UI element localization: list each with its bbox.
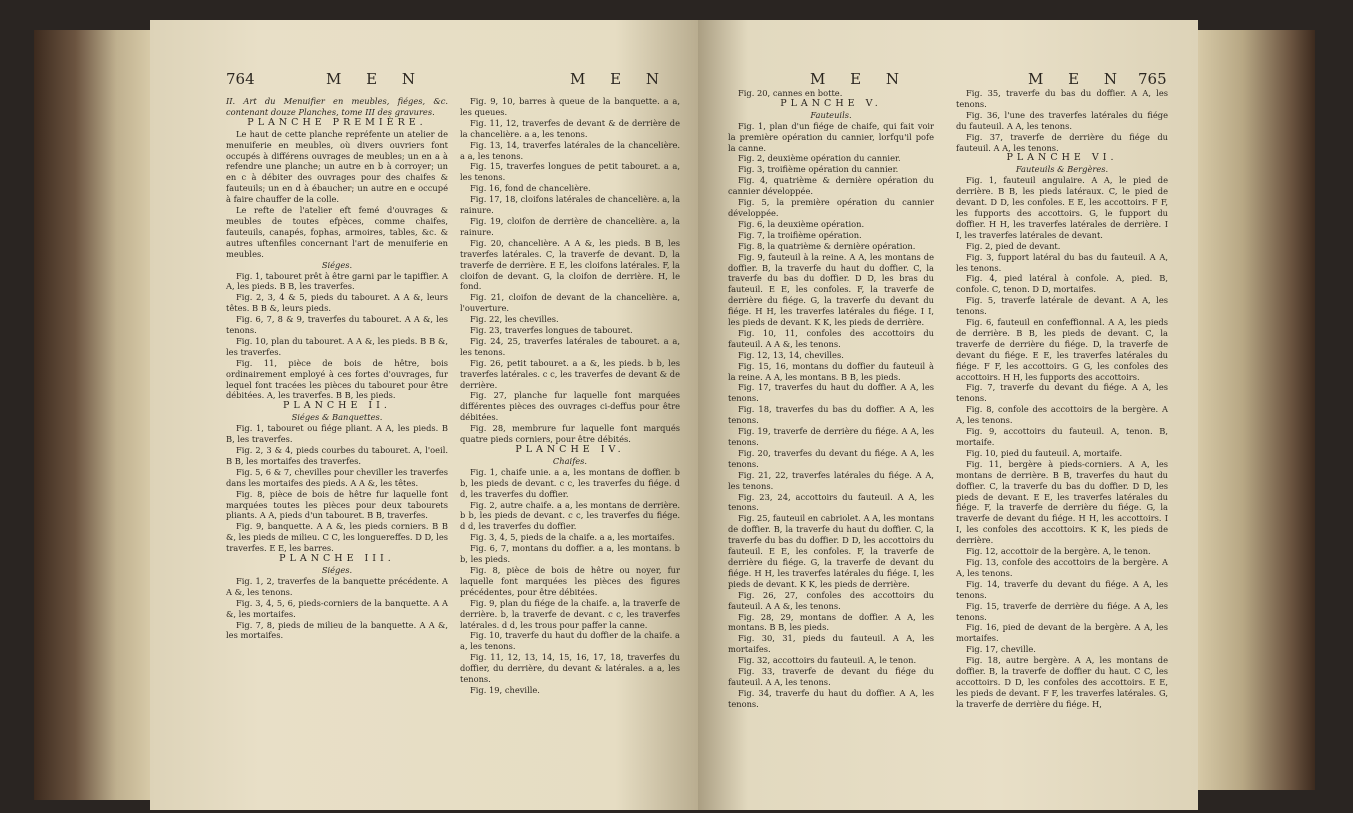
figure-entry: Fig. 12, 13, 14, chevilles. <box>738 349 844 360</box>
left-page-edges <box>34 30 152 800</box>
figure-entry: Fig. 15, 16, montans du doffier du fauteuil à la reine. A A, les montans. B B, les pieds. <box>728 360 934 382</box>
figure-entry: Fig. 1, tabouret ou fiége pliant. A A, les pieds. B B, les traverfes. <box>226 423 448 445</box>
figure-entry: Fig. 4, pied latéral à confole. A, pied. B, confole. C, tenon. D D, mortaifes. <box>956 273 1168 295</box>
figure-entry: Fig. 22, les chevilles. <box>470 314 559 325</box>
figure-entry: Fig. 20, cannes en botte. <box>738 88 843 98</box>
figure-entry: Fig. 6, 7, 8 & 9, traverfes du tabouret. A A &, les tenons. <box>226 314 448 336</box>
figure-entry: Fig. 23, traverfes longues de tabouret. <box>470 325 633 336</box>
figure-entry: Fig. 26, 27, confoles des accottoirs du fauteuil. A A &, les tenons. <box>728 589 934 611</box>
figure-entry: Fig. 19, cheville. <box>470 684 540 695</box>
figure-entry: Fig. 20, chancelière. A A &, les pieds. B B, les traverfes latérales. C, la traverfe de devant. D, la traverfe de derrière. E E, les cloifons latérales. F, la cloifon de devant. G, la cloifon de derrière. H, le fond. <box>460 237 680 292</box>
figure-entry: Fig. 33, traverfe de devant du fiége du fauteuil. A A, les tenons. <box>728 666 934 687</box>
figure-entry: Fig. 2, 3 & 4, pieds courbes du tabouret. A, l'oeil. B B, les mortaifes des traverfes. <box>226 445 448 466</box>
figure-entry: Fig. 35, traverfe du bas du doffier. A A, les tenons. <box>956 88 1168 109</box>
figure-entry: Fig. 28, membrure fur laquelle font marqués quatre pieds corniers, pour être débités. <box>460 423 680 445</box>
figure-entry: Fig. 10, plan du tabouret. A A &, les pieds. B B &, les traverfes. <box>226 335 448 357</box>
figure-entry: Fig. 19, cloifon de derrière de chancelière. a, la rainure. <box>460 215 680 237</box>
figure-entry: Fig. 16, fond de chancelière. <box>470 183 591 194</box>
figure-entry: Fig. 20, traverfes du devant du fiége. A A, les tenons. <box>728 447 934 469</box>
figure-entry: Fig. 5, traverfe latérale de devant. A A, les tenons. <box>956 295 1168 317</box>
figure-entry: Fig. 6, la deuxième opération. <box>738 218 865 229</box>
figure-entry: Fig. 10, traverfe du haut du doffier de la chaife. a a, les tenons. <box>460 630 680 652</box>
plate-5-title: PLANCHE V. <box>780 97 882 109</box>
figure-entry: Fig. 32, accottoirs du fauteuil. A, le tenon. <box>738 655 917 666</box>
page-number-left: 764 <box>226 70 255 88</box>
figure-entry: Fig. 1, tabouret prêt à être garni par le tapiffier. A A, les pieds. B B, les traverfes. <box>226 270 448 292</box>
figure-entry: Fig. 10, pied du fauteuil. A, mortaife. <box>966 447 1123 458</box>
figure-entry: Fig. 17, traverfes du haut du doffier. A A, les tenons. <box>728 382 934 404</box>
figure-entry: Fig. 37, traverfe de derrière du fiége du fauteuil. A A, les tenons. <box>956 131 1168 153</box>
figure-entry: Fig. 17, 18, cloifons latérales de chancelière. a, la rainure. <box>460 194 681 216</box>
figure-entry: Fig. 30, 31, pieds du fauteuil. A A, les mortaifes. <box>728 633 934 655</box>
column-1 <box>226 96 448 641</box>
figure-entry: Fig. 7, la troifième opération. <box>738 229 862 240</box>
plate-2-title: PLANCHE II. <box>283 400 391 412</box>
figure-entry: Fig. 9, fauteuil à la reine. A A, les montans de doffier. B, la traverfe du haut du doffier. C, la traverfe du bas du doffier. D D, les bras du fauteuil. E E, les confoles. F, la traverfe de derrière du fiége. G, la traverfe du devant du fiége. H H, les traverfes latérales du fiége. I I, les pieds de devant. K K, les pieds de derrière. <box>728 251 934 328</box>
figure-entry: Fig. 12, accottoir de la bergère. A, le tenon. <box>966 546 1151 557</box>
paragraph: Le haut de cette planche repréfente un atelier de menuiferie en meubles, où divers ouvriers font occupés à différens ouvrages de meubles; un en a à refendre une planche; un autre en b à corroyer; un en c à débiter des ouvrages pour des chaifes & fauteuils; un en d à ébaucher; un autre en e occupé à faire chauffer de la colle. <box>226 128 448 205</box>
figure-entry: Fig. 25, fauteuil en cabriolet. A A, les montans de doffier. B, la traverfe du haut du doffier. C, la traverfe du bas du doffier. D D, les accottoirs du fauteuil. E E, les confoles. F, la traverfe de derrière du fiége. G, la traverfe de devant du fiége. H H, les traverfes latérales du fiége. I, les pieds de devant. K K, les pieds de derrière. <box>728 513 934 589</box>
figure-entry: Fig. 1, fauteuil angulaire. A A, le pied de derrière. B B, les pieds latéraux. C, le pied de devant. D D, les confoles. E E, les accottoirs. F F, les fupports des accottoirs. G, le fupport du doffier. H H, les traverfes latérales de derrière. I I, les traverfes latérales de devant. <box>956 175 1168 240</box>
intro-text: II. Art du Menuifier en meubles, fiéges, &c. contenant douze Planches, tome III des gravures. <box>226 96 448 117</box>
figure-entry: Fig. 8, confole des accottoirs de la bergère. A A, les tenons. <box>956 404 1168 426</box>
figure-entry: Fig. 9, banquette. A A &, les pieds corniers. B B &, les pieds de milieu. C C, les longuereffes. D D, les traverfes. E E, les barres. <box>226 521 448 554</box>
running-head-right-2: M E N <box>1028 70 1127 88</box>
figure-entry: Fig. 2, deuxième opération du cannier. <box>738 153 901 164</box>
figure-entry: Fig. 11, 12, traverfes de devant & de derrière de la chancelière. a a, les tenons. <box>460 117 680 139</box>
figure-entry: Fig. 24, 25, traverfes latérales de tabouret. a a, les tenons. <box>460 335 680 357</box>
figure-entry: Fig. 5, la première opération du cannier développée. <box>728 197 934 218</box>
figure-entry: Fig. 11, 12, 13, 14, 15, 16, 17, 18, traverfes du doffier, du derrière, du devant & latérales. a a, les tenons. <box>460 652 680 685</box>
running-head-left: M E N <box>326 70 425 88</box>
paragraph: Le refte de l'atelier eft femé d'ouvrages & meubles de toutes efpèces, comme chaifes, fauteuils, canapés, fophas, armoires, tables, &c. & autres uftenfiles concernant l'art de menuiferie en meubles. <box>226 205 448 259</box>
figure-entry: Fig. 14, traverfe du devant du fiége. A A, les tenons. <box>956 578 1168 600</box>
section-subtitle: Siéges. <box>321 259 353 270</box>
figure-entry: Fig. 21, cloifon de devant de la chancelière. a, l'ouverture. <box>460 292 680 314</box>
figure-entry: Fig. 36, l'une des traverfes latérales du fiége du fauteuil. A A, les tenons. <box>956 109 1168 131</box>
figure-entry: Fig. 3, fupport latéral du bas du fauteuil. A A, les tenons. <box>956 251 1168 273</box>
section-subtitle: Fauteuils. <box>810 109 852 120</box>
section-subtitle: Siéges & Banquettes. <box>291 412 383 423</box>
figure-entry: Fig. 7, traverfe du devant du fiége. A A, les tenons. <box>956 382 1168 404</box>
figure-entry: Fig. 19, traverfe de derrière du fiége. A A, les tenons. <box>728 426 934 447</box>
figure-entry: Fig. 34, traverfe du haut du doffier. A A, les tenons. <box>728 687 934 709</box>
section-subtitle: Fauteuils & Bergères. <box>1015 164 1109 175</box>
figure-entry: Fig. 11, pièce de bois de hêtre, bois ordinairement employé à ces fortes d'ouvrages, fur lequel font tracées les pièces du tabouret pour être débitées. A, les traverfes. B B, les pieds. <box>226 357 448 401</box>
figure-entry: Fig. 6, fauteuil en confeffionnal. A A, les pieds de derrière. B B, les pieds de devant. C, la traverfe de derrière du fiége. D, la traverfe de devant du fiége. E E, les traverfes latérales du fiége. F F, les accottoirs. G G, les confoles des accottoirs. H H, les fupports des accottoirs. <box>956 317 1168 382</box>
figure-entry: Fig. 13, 14, traverfes latérales de la chancelière. a a, les tenons. <box>460 139 680 161</box>
figure-entry: Fig. 26, petit tabouret. a a &, les pieds. b b, les traverfes latérales. c c, les traverfes de devant & de derrière. <box>460 357 680 390</box>
figure-entry: Fig. 16, pied de devant de la bergère. A A, les mortaifes. <box>956 622 1168 644</box>
running-head-right-1: M E N <box>810 70 909 88</box>
figure-entry: Fig. 18, traverfes du bas du doffier. A A, les tenons. <box>728 404 934 426</box>
running-head-mid: M E N <box>570 70 669 88</box>
figure-entry: Fig. 8, pièce de bois de hêtre fur laquelle font marquées toutes les pièces pour deux tabourets pliants. A A, pieds d'un tabouret. B B, traverfes. <box>226 488 448 521</box>
figure-entry: Fig. 2, 3, 4 & 5, pieds du tabouret. A A &, leurs têtes. B B &, leurs pieds. <box>226 292 448 314</box>
figure-entry: Fig. 1, plan d'un fiége de chaife, qui fait voir la première opération du cannier, lorfqu'il pofe la canne. <box>728 120 934 153</box>
figure-entry: Fig. 1, chaife unie. a a, les montans de doffier. b b, les pieds de devant. c c, les traverfes du fiége. d d, les traverfes du doffier. <box>460 466 680 499</box>
plate-6-title: PLANCHE VI. <box>1006 152 1118 164</box>
figure-entry: Fig. 11, bergère à pieds-corniers. A A, les montans de derrière. B B, traverfes du haut du doffier. C, la traverfe du bas du doffier. D D, les pieds de devant. E E, les traverfes latérales du fiége. F, la traverfe de derrière du fiége. G, la traverfe de devant du fiége. H H, les accottoirs. I I, les confoles des accottoirs. K K, les pieds de derrière. <box>956 458 1168 546</box>
figure-entry: Fig. 10, 11, confoles des accottoirs du fauteuil. A A &, les tenons. <box>728 327 934 349</box>
right-page <box>698 20 1198 810</box>
column-4 <box>956 88 1168 710</box>
figure-entry: Fig. 1, 2, traverfes de la banquette précédente. A A &, les tenons. <box>226 575 448 597</box>
figure-entry: Fig. 2, pied de devant. <box>966 240 1061 251</box>
figure-entry: Fig. 9, accottoirs du fauteuil. A, tenon. B, mortaife. <box>956 426 1168 447</box>
figure-entry: Fig. 8, la quatrième & dernière opération. <box>738 240 916 251</box>
figure-entry: Fig. 15, traverfe de derrière du fiége. A A, les tenons. <box>956 600 1168 622</box>
figure-entry: Fig. 3, troifième opération du cannier. <box>738 164 899 175</box>
figure-entry: Fig. 4, quatrième & dernière opération du cannier développée. <box>728 175 934 197</box>
figure-entry: Fig. 7, 8, pieds de milieu de la banquette. A A &, les mortaifes. <box>226 619 448 641</box>
section-subtitle: Siéges. <box>321 564 353 575</box>
figure-entry: Fig. 2, autre chaife. a a, les montans de derrière. b b, les pieds de devant. c c, les traverfes du fiége. d d, les traverfes du doffier. <box>460 499 680 532</box>
plate-3-title: PLANCHE III. <box>279 553 395 565</box>
figure-entry: Fig. 23, 24, accottoirs du fauteuil. A A, les tenons. <box>728 491 934 513</box>
figure-entry: Fig. 6, 7, montans du doffier. a a, les montans. b b, les pieds. <box>460 543 680 565</box>
page-number-right: 765 <box>1138 70 1167 88</box>
figure-entry: Fig. 9, plan du fiége de la chaife. a, la traverfe de derrière. b, la traverfe de devant. c c, les traverfes latérales. d d, les trous pour paffer la canne. <box>460 597 680 630</box>
figure-entry: Fig. 27, planche fur laquelle font marquées différentes pièces des ouvrages ci-deffus pour être débitées. <box>460 390 680 423</box>
right-page-edges <box>1195 30 1315 790</box>
left-page <box>150 20 698 810</box>
plate-4-title: PLANCHE IV. <box>515 444 625 455</box>
figure-entry: Fig. 28, 29, montans de doffier. A A, les montans. B B, les pieds. <box>728 611 934 633</box>
figure-entry: Fig. 3, 4, 5, pieds de la chaife. a a, les mortaifes. <box>470 532 675 543</box>
figure-entry: Fig. 17, cheville. <box>966 644 1036 655</box>
figure-entry: Fig. 21, 22, traverfes latérales du fiége. A A, les tenons. <box>728 469 934 491</box>
figure-entry: Fig. 8, pièce de bois de hêtre ou noyer, fur laquelle font marquées les pièces des figures précédentes, pour être débitées. <box>460 564 680 597</box>
figure-entry: Fig. 15, traverfes longues de petit tabouret. a a, les tenons. <box>460 161 680 183</box>
section-subtitle: Chaifes. <box>552 455 588 466</box>
column-3 <box>728 88 934 710</box>
figure-entry: Fig. 9, 10, barres à queue de la banquette. a a, les queues. <box>460 96 680 117</box>
figure-entry: Fig. 18, autre bergère. A A, les montans de doffier. B, la traverfe de doffier du haut. C C, les accottoirs. D D, les confoles des accottoirs. E E, les pieds de devant. F F, les traverfes latérales. G, la traverfe de derrière du fiége. H, <box>956 655 1168 709</box>
figure-entry: Fig. 5, 6 & 7, chevilles pour cheviller les traverfes dans les mortaifes des pieds. A A &, les têtes. <box>226 466 448 488</box>
column-2 <box>460 96 680 696</box>
figure-entry: Fig. 13, confole des accottoirs de la bergère. A A, les tenons. <box>956 556 1168 578</box>
plate-1-title: PLANCHE PREMIÈRE. <box>247 116 427 128</box>
figure-entry: Fig. 3, 4, 5, 6, pieds-corniers de la banquette. A A &, les mortaifes. <box>226 597 448 619</box>
